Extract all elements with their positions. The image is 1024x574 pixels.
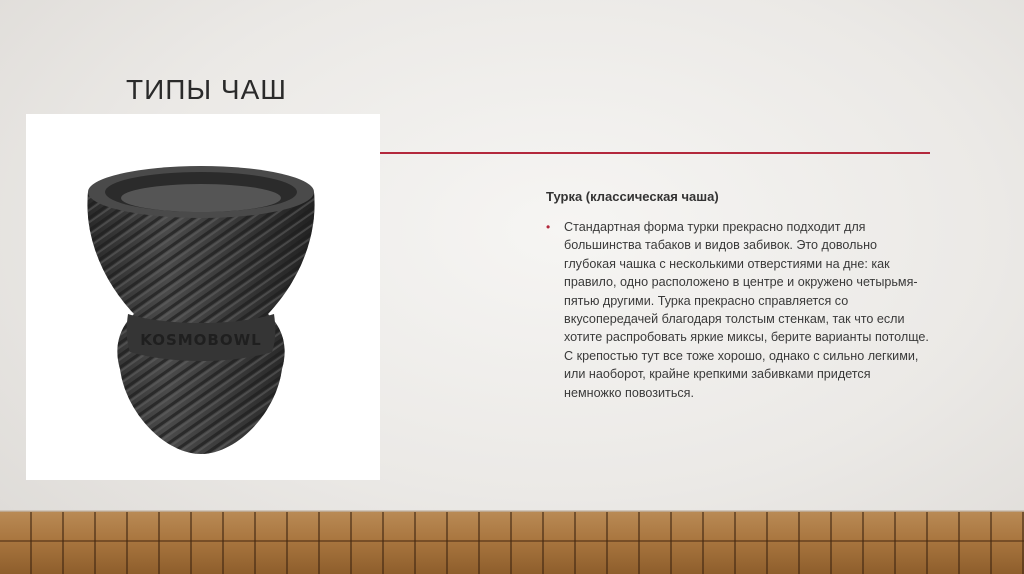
bullet-marker: • bbox=[546, 220, 551, 234]
hookah-bowl-image bbox=[26, 114, 380, 480]
bullet-text: Стандартная форма турки прекрасно подходит для большинства табаков и видов забивок. Это довольно глубокая чашка с несколькими отверстиями на дне: как правило, одно расположено в центре и окружено четырьмя-пятью другими. Турка прекрасно справляется со вкусопередачей благодаря толстым стенкам, так что если хотите распробовать яркие миксы, берите варианты потолще. С крепостью тут все тоже хорошо, однако с сильно легкими, или наоборот, крайне крепкими забивками придется немножко повозиться. bbox=[564, 220, 929, 400]
section-subtitle: Турка (классическая чаша) bbox=[546, 189, 719, 204]
hookah-bowl-illustration bbox=[26, 114, 380, 480]
accent-divider bbox=[380, 152, 930, 154]
bullet-item bbox=[546, 218, 931, 402]
bowl-engraving: KOSMOBOWL bbox=[140, 331, 262, 349]
wooden-floor bbox=[0, 512, 1024, 574]
floor-seam bbox=[0, 540, 1024, 542]
slide-title: ТИПЫ ЧАШ bbox=[126, 74, 287, 105]
slide-content bbox=[546, 189, 931, 402]
